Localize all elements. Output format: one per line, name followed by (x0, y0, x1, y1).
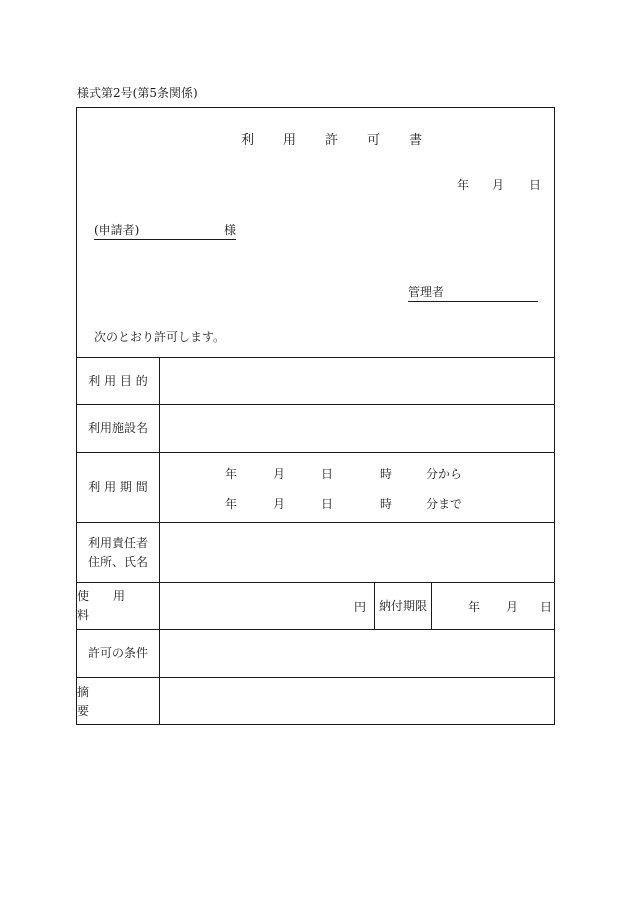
applicant-label: (申請者) (94, 223, 140, 237)
purpose-label: 利 用 目 的 (88, 373, 148, 388)
responsible-label (77, 523, 159, 582)
permit-form (76, 107, 555, 725)
period-to-day: 日 (321, 497, 334, 511)
form-number: 様式第2号(第5条関係) (77, 86, 198, 100)
period-to-month: 月 (273, 497, 286, 511)
remarks-label: 摘 要 (77, 684, 150, 718)
applicant-name-field[interactable] (94, 221, 224, 240)
applicant-line (94, 221, 236, 240)
responsible-label-line2: 住所、氏名 (87, 554, 148, 569)
conditions-label: 許可の条件 (87, 646, 148, 660)
period-from-hour: 時 (380, 467, 393, 481)
remarks-field[interactable] (160, 678, 555, 725)
manager-name-field[interactable] (408, 283, 538, 302)
issue-date-month: 月 (492, 178, 505, 192)
period-to-hour: 時 (380, 497, 393, 511)
purpose-field[interactable] (160, 358, 555, 404)
responsible-field[interactable] (160, 523, 555, 582)
period-to-year: 年 (225, 497, 238, 511)
period-label: 利 用 期 間 (88, 480, 148, 494)
period-field[interactable] (160, 453, 555, 522)
manager-line (408, 283, 538, 302)
facility-label: 利用施設名 (87, 421, 148, 435)
period-to-minute: 分まで (426, 497, 463, 511)
deadline-day: 日 (540, 600, 553, 614)
issue-date-year: 年 (457, 178, 470, 192)
period-from-minute: 分から (426, 467, 463, 481)
fee-unit: 円 (353, 600, 366, 614)
manager-label: 管理者 (408, 285, 445, 299)
issue-date-day: 日 (529, 178, 542, 192)
deadline-field[interactable] (432, 583, 555, 629)
deadline-year: 年 (468, 600, 481, 614)
deadline-month: 月 (506, 600, 519, 614)
fee-label: 使 用 料 (77, 589, 150, 622)
conditions-field[interactable] (160, 630, 555, 677)
form-title: 利用許可書 (241, 133, 452, 148)
applicant-honorific: 様 (224, 221, 236, 240)
fee-amount-field[interactable] (160, 583, 374, 629)
period-from-year: 年 (225, 467, 238, 481)
statement-text: 次のとおり許可します。 (94, 330, 226, 344)
deadline-label: 納付期限 (378, 599, 427, 613)
period-from-day: 日 (321, 467, 334, 481)
facility-field[interactable] (160, 405, 555, 452)
responsible-label-line1: 利用責任者 (87, 535, 148, 550)
period-from-month: 月 (273, 467, 286, 481)
